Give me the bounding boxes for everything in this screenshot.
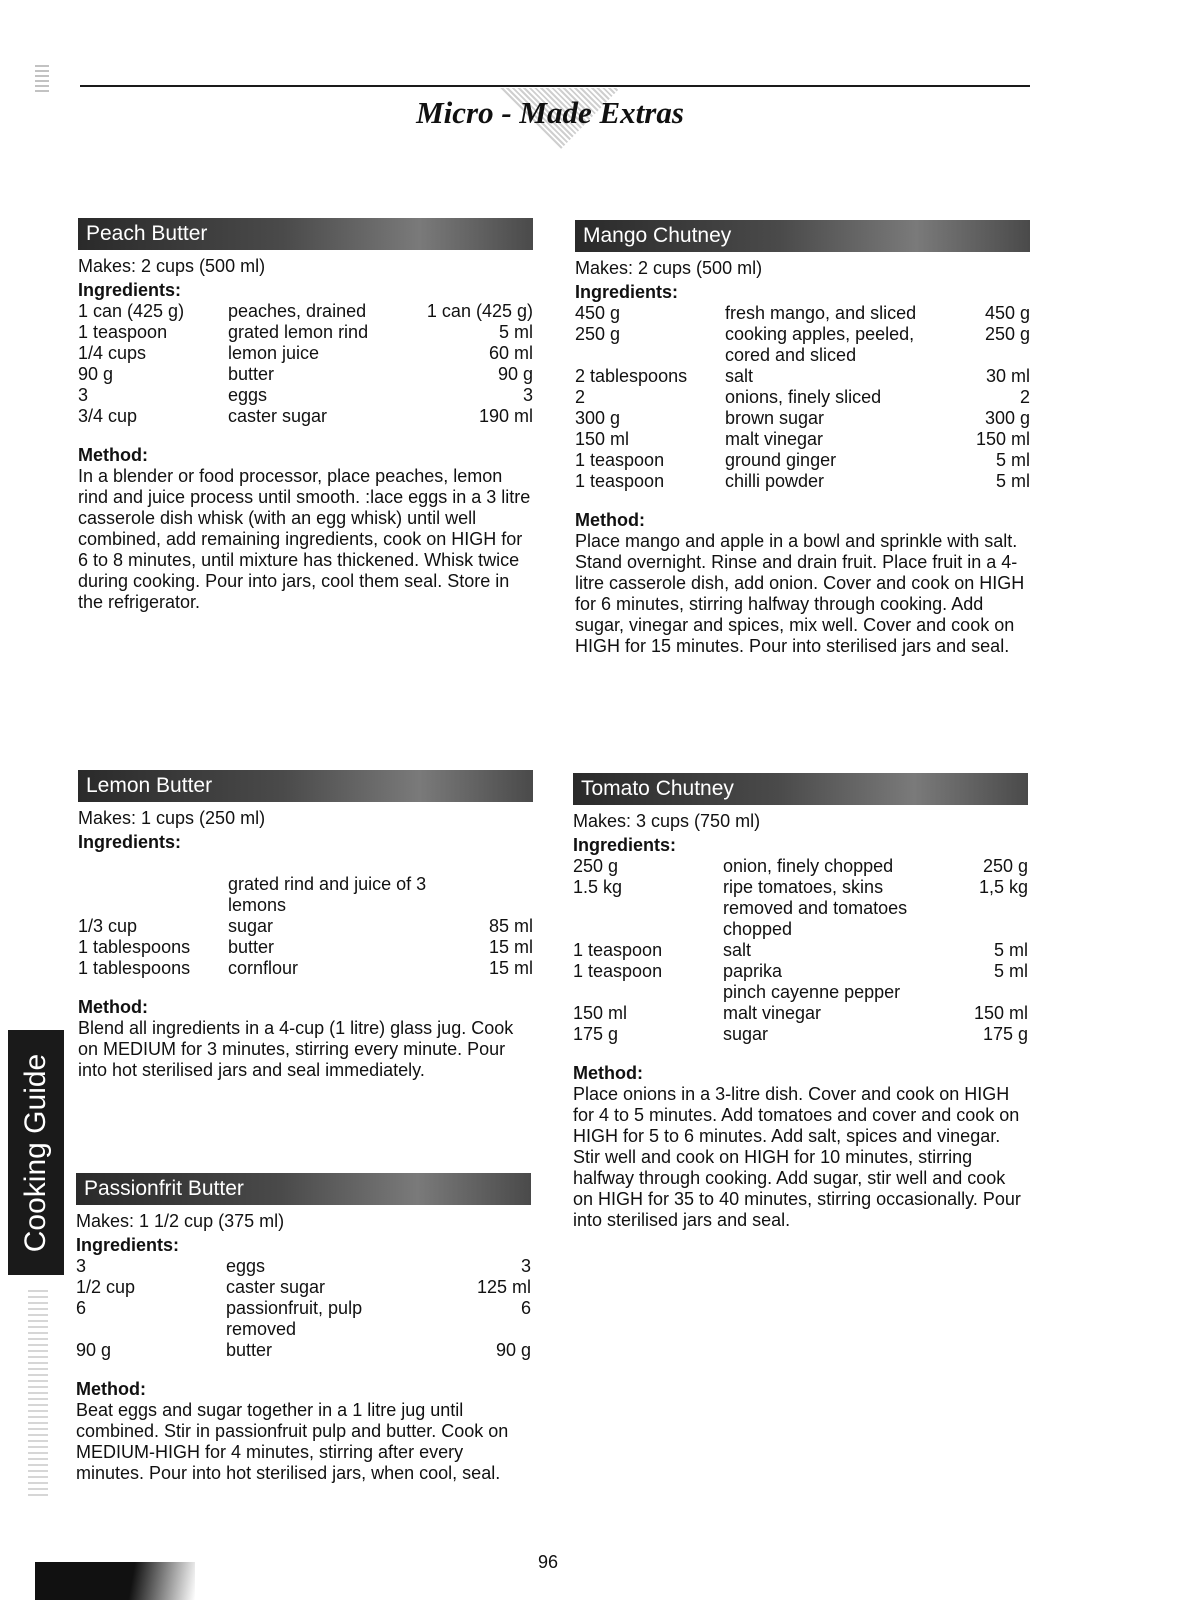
ingredient-metric: 125 ml <box>476 1277 531 1297</box>
method-label: Method: <box>573 1063 643 1083</box>
ingredient-quantity: 2 <box>575 387 586 407</box>
ingredient-name: ripe tomatoes, skins removed and tomatoes chopped <box>723 877 908 939</box>
ingredient-row <box>575 408 1030 429</box>
ingredient-quantity: 6 <box>76 1298 87 1318</box>
recipe-peach-butter <box>78 218 533 613</box>
recipe-tomato-chutney <box>573 773 1028 1231</box>
ingredient-name: paprika <box>723 961 783 981</box>
recipe-title: Peach Butter <box>78 218 533 250</box>
ingredient-quantity: 1 teaspoon <box>78 322 168 342</box>
ingredient-row <box>78 343 533 364</box>
ingredient-name: eggs <box>226 1256 266 1276</box>
ingredient-quantity: 3 <box>76 1256 87 1276</box>
ingredient-metric: 450 g <box>984 303 1030 323</box>
ingredient-name: fresh mango, and sliced <box>725 303 917 323</box>
ingredient-name: grated lemon rind <box>228 322 369 342</box>
recipe-lemon-butter <box>78 770 533 1081</box>
ingredients-label: Ingredients: <box>573 835 677 855</box>
ingredient-row <box>573 856 1028 877</box>
ingredient-row <box>78 958 533 979</box>
ingredient-quantity: 150 ml <box>575 429 630 449</box>
ingredient-name: sugar <box>228 916 274 936</box>
ingredient-name: sugar <box>723 1024 769 1044</box>
ingredient-name: caster sugar <box>228 406 328 426</box>
ingredient-quantity: 90 g <box>78 364 114 384</box>
ingredient-metric <box>433 874 533 916</box>
ingredient-metric: 250 g <box>982 856 1028 876</box>
ingredient-metric: 5 ml <box>993 940 1028 960</box>
method-text: Blend all ingredients in a 4-cup (1 litre) glass jug. Cook on MEDIUM for 3 minutes, stirring every minute. Pour into hot sterilised jars and seal immediately. <box>78 1018 514 1080</box>
ingredient-metric: 250 g <box>984 324 1030 344</box>
method-label: Method: <box>78 445 148 465</box>
ingredient-metric: 150 ml <box>973 1003 1028 1023</box>
ingredient-name: grated rind and juice of 3 lemons <box>228 874 427 915</box>
ingredient-metric: 1,5 kg <box>978 877 1028 897</box>
scan-mark-corner <box>35 1562 195 1600</box>
recipe-yield: Makes: 3 cups (750 ml) <box>573 811 761 831</box>
ingredients-label: Ingredients: <box>575 282 679 302</box>
ingredient-quantity: 1 teaspoon <box>575 471 665 491</box>
method-text: Beat eggs and sugar together in a 1 litre jug until combined. Stir in passionfruit pulp and butter. Cook on MEDIUM-HIGH for 4 minutes, stirring after every minutes. Pour into hot sterilised jars, when cool, seal. <box>76 1400 509 1483</box>
ingredient-quantity: 3/4 cup <box>78 406 138 426</box>
ingredient-quantity: 1 teaspoon <box>573 961 663 981</box>
ingredient-quantity: 175 g <box>573 1024 619 1044</box>
ingredient-row <box>575 450 1030 471</box>
ingredient-row <box>78 364 533 385</box>
ingredient-name: salt <box>725 366 754 386</box>
ingredient-metric: 5 ml <box>995 471 1030 491</box>
recipe-yield: Makes: 2 cups (500 ml) <box>78 256 266 276</box>
page-title: Micro - Made Extras <box>416 95 684 130</box>
ingredient-name: eggs <box>228 385 268 405</box>
ingredient-quantity: 250 g <box>575 324 621 344</box>
ingredient-quantity <box>78 874 228 916</box>
ingredient-quantity: 1.5 kg <box>573 877 623 897</box>
method-text: In a blender or food processor, place peaches, lemon rind and juice process until smooth. :lace eggs in a 3 litre casserole dish whisk (with an egg whisk) until well combined, add remaining ingredients, cook on HIGH for 6 to 8 minutes, until mixture has thickened. Whisk twice during cooking. Pour into jars, cool them seal. Store in the refrigerator. <box>78 466 531 612</box>
ingredient-row <box>78 406 533 427</box>
ingredient-quantity: 90 g <box>76 1340 112 1360</box>
ingredient-name: lemon juice <box>228 343 320 363</box>
side-tab-label: Cooking Guide <box>19 1053 52 1252</box>
ingredient-metric: 175 g <box>982 1024 1028 1044</box>
side-tab-cooking-guide <box>8 1030 64 1275</box>
ingredient-name: brown sugar <box>725 408 825 428</box>
ingredient-metric: 3 <box>520 1256 531 1276</box>
ingredient-quantity: 150 ml <box>573 1003 628 1023</box>
ingredient-name: cornflour <box>228 958 299 978</box>
recipe-title: Lemon Butter <box>78 770 533 802</box>
ingredient-quantity: 2 tablespoons <box>575 366 688 386</box>
ingredient-quantity: 250 g <box>573 856 619 876</box>
ingredient-name: ground ginger <box>725 450 837 470</box>
ingredient-row <box>573 940 1028 961</box>
method-label: Method: <box>76 1379 146 1399</box>
ingredient-metric: 30 ml <box>985 366 1030 386</box>
ingredient-metric <box>933 982 1028 1003</box>
ingredient-metric: 90 g <box>495 1340 531 1360</box>
ingredient-name: peaches, drained <box>228 301 367 321</box>
ingredient-name: onions, finely sliced <box>725 387 882 407</box>
ingredient-name: salt <box>723 940 752 960</box>
ingredient-quantity: 300 g <box>575 408 621 428</box>
ingredients-table <box>76 1256 531 1361</box>
ingredient-metric: 3 <box>522 385 533 405</box>
ingredient-row <box>78 916 533 937</box>
scan-mark-top <box>35 65 49 95</box>
ingredient-row <box>575 429 1030 450</box>
recipe-passionfruit-butter <box>76 1173 531 1484</box>
method-label: Method: <box>575 510 645 530</box>
ingredient-row <box>78 874 533 916</box>
ingredient-row <box>573 982 1028 1003</box>
ingredient-metric: 5 ml <box>995 450 1030 470</box>
ingredient-row <box>76 1277 531 1298</box>
header-rule <box>80 85 1030 87</box>
ingredient-row <box>76 1256 531 1277</box>
ingredient-name: onion, finely chopped <box>723 856 894 876</box>
ingredient-row <box>573 1003 1028 1024</box>
ingredient-row <box>76 1298 531 1340</box>
ingredient-metric: 15 ml <box>488 937 533 957</box>
ingredient-name: butter <box>226 1340 273 1360</box>
ingredient-metric: 1 can (425 g) <box>426 301 533 321</box>
ingredient-quantity: 1/4 cups <box>78 343 147 363</box>
ingredient-row <box>76 1340 531 1361</box>
ingredient-row <box>78 385 533 406</box>
ingredients-table <box>78 301 533 427</box>
ingredient-metric: 60 ml <box>488 343 533 363</box>
recipe-mango-chutney <box>575 220 1030 657</box>
ingredient-metric: 150 ml <box>975 429 1030 449</box>
ingredient-quantity: 3 <box>78 385 89 405</box>
ingredient-name: malt vinegar <box>725 429 824 449</box>
ingredients-label: Ingredients: <box>76 1235 180 1255</box>
ingredient-name: caster sugar <box>226 1277 326 1297</box>
ingredient-row <box>78 301 533 322</box>
ingredient-metric: 6 <box>520 1298 531 1318</box>
ingredients-table <box>573 856 1028 1045</box>
recipe-yield: Makes: 1 1/2 cup (375 ml) <box>76 1211 285 1231</box>
ingredient-row <box>575 324 1030 366</box>
ingredient-quantity: 1/3 cup <box>78 916 138 936</box>
ingredient-row <box>573 1024 1028 1045</box>
ingredient-name: cooking apples, peeled, cored and sliced <box>725 324 915 365</box>
ingredient-quantity <box>573 982 723 1003</box>
method-text: Place onions in a 3-litre dish. Cover and cook on HIGH for 4 to 5 minutes. Add tomatoes and cover and cook on HIGH for 5 to 6 minutes. Add salt, spices and vinegar. Stir well and cook on HIGH for 10 minutes, stirring halfway through cooking. Add sugar, stir well and cook on HIGH for 35 to 40 minutes, stirring occasionally. Pour into sterilised jars and seal. <box>573 1084 1021 1230</box>
ingredient-metric: 2 <box>1019 387 1030 407</box>
ingredient-row <box>575 387 1030 408</box>
ingredient-quantity: 1/2 cup <box>76 1277 136 1297</box>
ingredient-name: chilli powder <box>725 471 825 491</box>
recipe-yield: Makes: 1 cups (250 ml) <box>78 808 266 828</box>
ingredient-metric: 85 ml <box>488 916 533 936</box>
ingredients-label: Ingredients: <box>78 832 182 852</box>
ingredient-row <box>575 303 1030 324</box>
page-number: 96 <box>538 1552 559 1572</box>
ingredient-metric: 5 ml <box>993 961 1028 981</box>
ingredient-row <box>573 961 1028 982</box>
method-label: Method: <box>78 997 148 1017</box>
ingredient-name: malt vinegar <box>723 1003 822 1023</box>
ingredient-quantity: 1 can (425 g) <box>78 301 185 321</box>
ingredient-quantity: 1 teaspoon <box>573 940 663 960</box>
method-text: Place mango and apple in a bowl and sprinkle with salt. Stand overnight. Rinse and drain fruit. Place fruit in a 4-litre casserole dish, add onion. Cover and cook on HIGH for 6 minutes, stirring halfway through cooking. Add sugar, vinegar and spices, mix well. Cover and cook on HIGH for 15 minutes. Pour into sterilised jars and seal. <box>575 531 1025 656</box>
recipe-title: Tomato Chutney <box>573 773 1028 805</box>
ingredient-row <box>575 366 1030 387</box>
ingredient-name: pinch cayenne pepper <box>723 982 901 1002</box>
ingredient-quantity: 1 tablespoons <box>78 937 191 957</box>
ingredient-row <box>78 322 533 343</box>
ingredient-metric: 300 g <box>984 408 1030 428</box>
ingredient-name: butter <box>228 937 275 957</box>
ingredients-table <box>78 874 533 979</box>
ingredients-table <box>575 303 1030 492</box>
scan-mark-left <box>28 1290 48 1500</box>
recipe-yield: Makes: 2 cups (500 ml) <box>575 258 763 278</box>
ingredient-row <box>573 877 1028 940</box>
ingredient-metric: 5 ml <box>498 322 533 342</box>
ingredient-quantity: 450 g <box>575 303 621 323</box>
recipe-title: Mango Chutney <box>575 220 1030 252</box>
ingredient-row <box>78 937 533 958</box>
ingredient-metric: 190 ml <box>478 406 533 426</box>
ingredient-quantity: 1 teaspoon <box>575 450 665 470</box>
ingredient-name: butter <box>228 364 275 384</box>
ingredient-metric: 90 g <box>497 364 533 384</box>
ingredient-quantity: 1 tablespoons <box>78 958 191 978</box>
ingredient-metric: 15 ml <box>488 958 533 978</box>
ingredients-label: Ingredients: <box>78 280 182 300</box>
ingredient-name: passionfruit, pulp removed <box>226 1298 363 1339</box>
recipe-title: Passionfrit Butter <box>76 1173 531 1205</box>
ingredient-row <box>575 471 1030 492</box>
